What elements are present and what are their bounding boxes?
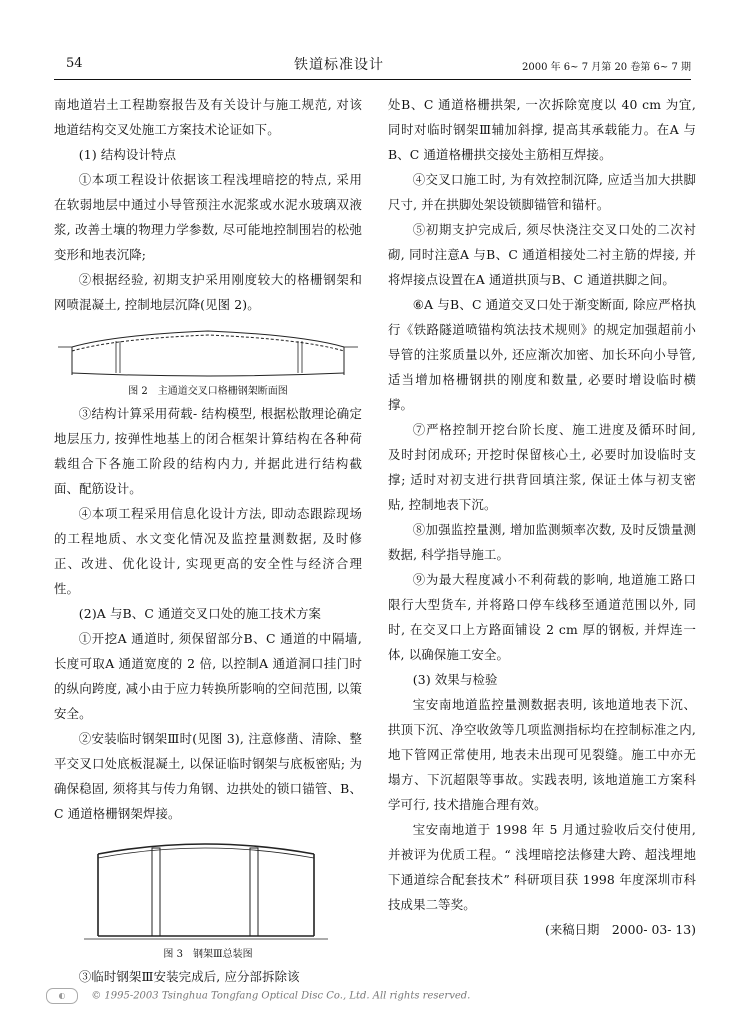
figure-3-caption: 图 3 钢架Ⅲ总装图 [163,949,253,960]
copyright-footer [46,988,470,1004]
paragraph: ⑤初期支护完成后, 须尽快浇注交叉口处的二次衬砌, 同时注意A 与B、C 通道相接处二衬主筋的焊接, 并将焊接点设置在A 通道拱顶与B、C 通道拱脚之间。 [388,222,696,287]
section-heading: (2)A 与B、C 通道交叉口处的施工技术方案 [78,606,322,621]
paragraph: ⑥A 与B、C 通道交叉口处于渐变断面, 除应严格执行《铁路隧道喷锚构筑法技术规则》的规定加强超前小导管的注浆质量以外, 还应渐次加密、加长环向小导管, 适当增加格栅钢拱的刚度和数量, 必要时增设临时横撑。 [388,297,696,412]
received-date: (来稿日期 2000- 03- 13) [545,922,696,937]
left-column [54,92,362,989]
paragraph: 宝安南地道监控量测数据表明, 该地道地表下沉、拱顶下沉、净空收敛等几项监测指标均在控制标准之内, 地下管网正常使用, 地表未出现可见裂缝。施工中亦无塌方、下沉超限等事故。实践表明, 该地道施工方案科学可行, 技术措施合理有效。 [388,697,696,812]
header-rule [54,79,691,80]
issue-info: 2000 年 6~ 7 月第 20 卷第 6~ 7 期 [522,62,691,73]
page-number: 54 [66,56,83,71]
section-heading: (1) 结构设计特点 [78,147,177,162]
paragraph: ②根据经验, 初期支护采用刚度较大的格栅钢架和网喷混凝土, 控制地层沉降(见图 2)。 [54,272,362,312]
paragraph: ③临时钢架Ⅲ安装完成后, 应分部拆除该 [78,969,300,984]
paragraph: ①开挖A 通道时, 须保留部分B、C 通道的中隔墙, 长度可取A 通道宽度的 2 倍, 以控制A 通道洞口挂门时的纵向跨度, 减小由于应力转换所影响的空间范围, 以策安全。 [54,631,362,721]
steel-frame-assembly-drawing [54,826,362,946]
paragraph: ②安装临时钢架Ⅲ时(见图 3), 注意修凿、清除、整平交叉口处底板混凝土, 以保证临时钢架与底板密贴; 为确保稳固, 须将其与传力角钢、边拱处的锁口锚管、B、C 通道格栅钢架焊接。 [54,731,362,821]
paragraph: 宝安南地道于 1998 年 5 月通过验收后交付使用, 并被评为优质工程。“ 浅埋暗挖法修建大跨、超浅埋地下通道综合配套技术” 科研项目获 1998 年度深圳市科技成果二等奖。 [388,822,696,912]
running-header [54,52,691,74]
paragraph: 南地道岩土工程勘察报告及有关设计与施工规范, 对该地道结构交叉处施工方案技术论证如下。 [54,97,362,137]
copyright-text: © 1995-2003 Tsinghua Tongfang Optical Disc Co., Ltd. All rights reserved. [91,990,471,1002]
paragraph: ③结构计算采用荷载- 结构模型, 根据松散理论确定地层压力, 按弹性地基上的闭合框架计算结构在各种荷载组合下各施工阶段的结构内力, 并据此进行结构截面、配筋设计。 [54,406,362,496]
paragraph: ④交叉口施工时, 为有效控制沉降, 应适当加大拱脚尺寸, 并在拱脚处架设锁脚锚管和锚杆。 [388,172,696,212]
paragraph: 处B、C 通道格栅拱架, 一次拆除宽度以 40 cm 为宜, 同时对临时钢架Ⅲ辅加斜撑, 提高其承载能力。在A 与B、C 通道格栅拱交接处主筋相互焊接。 [388,97,696,162]
paragraph: ④本项工程采用信息化设计方法, 即动态跟踪现场的工程地质、水文变化情况及监控量测数据, 及时修正、改进、优化设计, 实现更高的安全性与经济合理性。 [54,506,362,596]
paragraph: ⑦严格控制开挖台阶长度、施工进度及循环时间, 及时封闭成环; 开挖时保留核心土, 必要时加设临时支撑; 适时对初支进行拱背回填注浆, 保证土体与初支密贴, 控制地表下沉。 [388,422,696,512]
publisher-logo-icon: ◐ [46,988,78,1004]
figure-2-caption: 图 2 主通道交叉口格栅钢架断面图 [128,386,288,397]
journal-title: 铁道标准设计 [294,57,384,73]
figure-3 [54,826,362,946]
section-heading: (3) 效果与检验 [412,672,498,687]
figure-2 [54,317,362,383]
paragraph: ①本项工程设计依据该工程浅埋暗挖的特点, 采用在软弱地层中通过小导管预注水泥浆或水泥水玻璃双液浆, 改善土壤的物理力学参数, 尽可能地控制围岩的松弛变形和地表沉降; [54,172,362,262]
paragraph: ⑧加强监控量测, 增加监测频率次数, 及时反馈量测数据, 科学指导施工。 [388,522,696,562]
grid-arch-section-drawing [54,317,362,383]
right-column [388,92,696,942]
paragraph: ⑨为最大程度减小不利荷载的影响, 地道施工路口限行大型货车, 并将路口停车线移至通道范围以外, 同时, 在交叉口上方路面铺设 2 cm 厚的钢板, 并焊连一体, 以确保施工安全。 [388,572,696,662]
